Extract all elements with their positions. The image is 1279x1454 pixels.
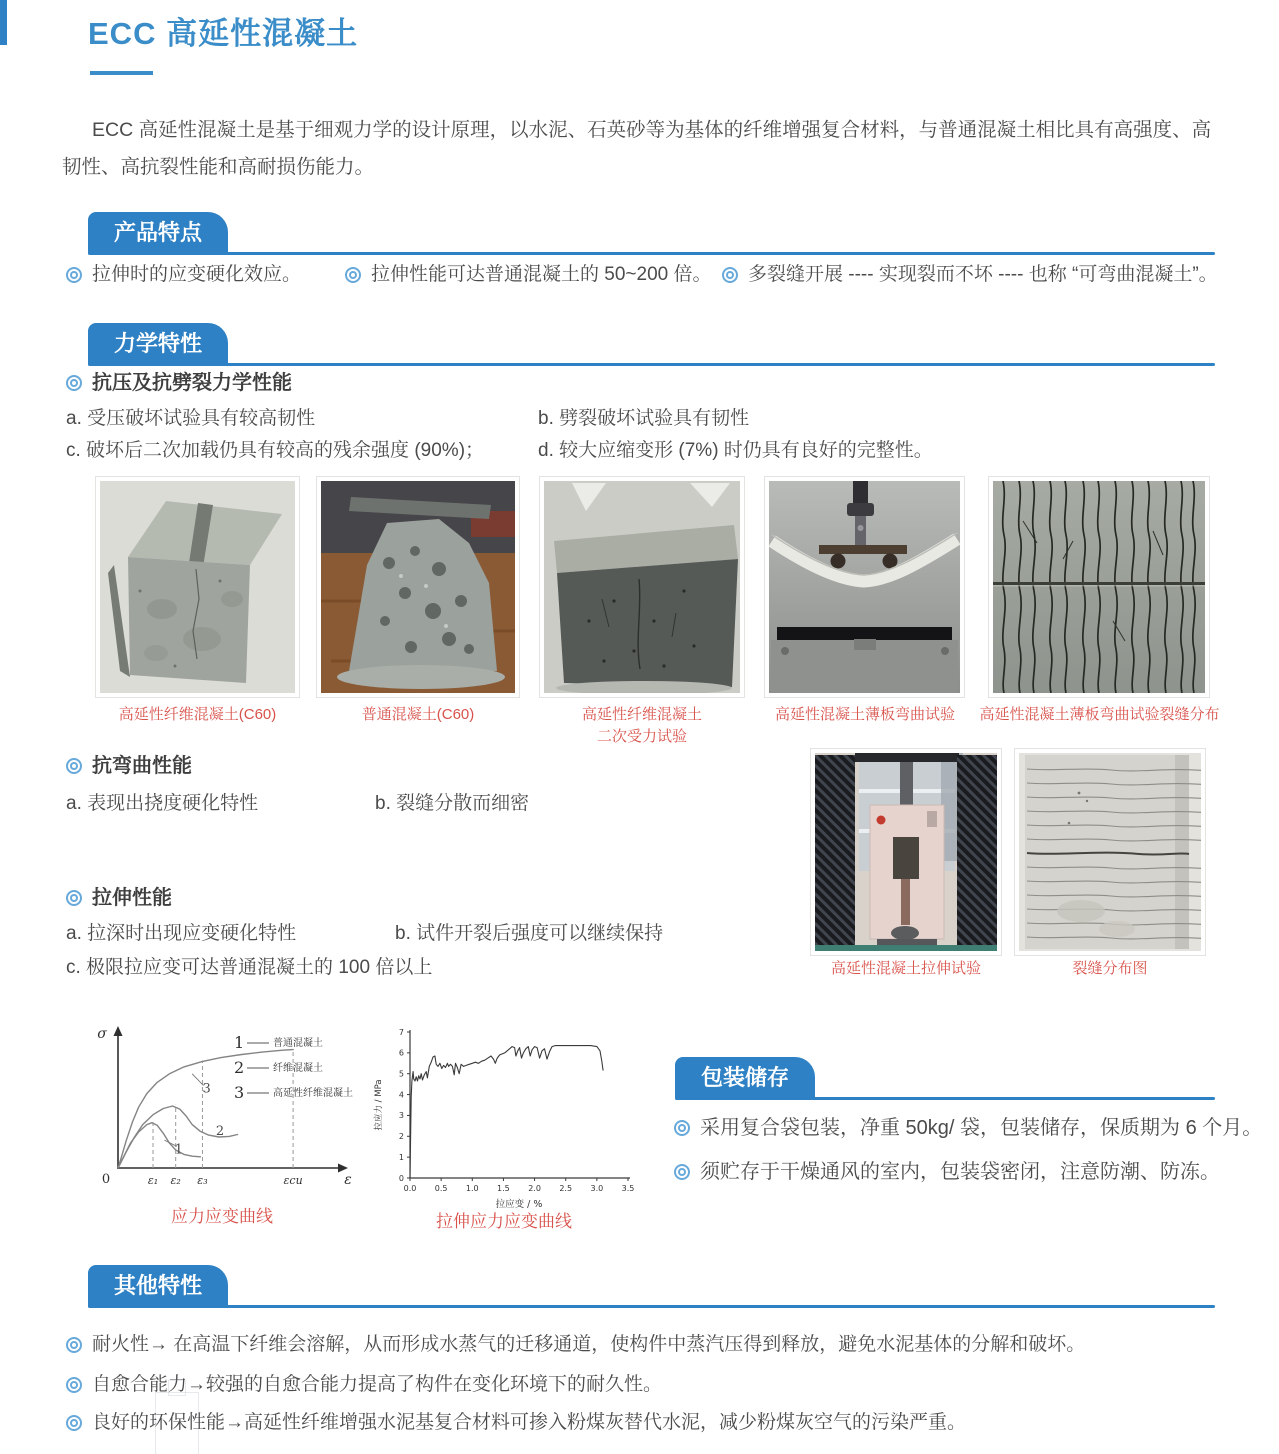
svg-text:ε₃: ε₃	[197, 1174, 208, 1187]
double-circle-bullet-icon	[66, 1337, 82, 1353]
double-circle-bullet-icon	[722, 267, 738, 283]
svg-text:ε₁: ε₁	[147, 1174, 159, 1187]
tension-item-a: a. 拉深时出现应变硬化特性	[66, 923, 297, 944]
double-circle-bullet-icon	[66, 890, 82, 906]
tensile-stress-strain-chart	[368, 1022, 640, 1212]
packaging-bullet-2	[674, 1158, 1220, 1186]
photo-ecc-fiber-concrete-cube	[95, 476, 300, 698]
stress-strain-chart-svg	[86, 1022, 358, 1204]
photo-caption: 高延性混凝土薄板弯曲试验裂缝分布	[979, 706, 1220, 723]
section-tab-packaging	[675, 1057, 815, 1098]
svg-text:4: 4	[398, 1090, 404, 1100]
svg-text:3: 3	[202, 1081, 211, 1097]
packaging-bullet-text: 须贮存于干燥通风的室内，包装袋密闭，注意防潮、防冻。	[700, 1161, 1220, 1183]
double-circle-bullet-icon	[674, 1120, 690, 1136]
photo-bending-crack-distribution	[988, 476, 1210, 698]
feature-bullet-text: 拉伸性能可达普通混凝土的 50~200 倍。	[371, 264, 712, 285]
double-circle-bullet-icon	[345, 267, 361, 283]
feature-bullet-text: 多裂缝开展 ---- 实现裂而不坏 ---- 也称 “可弯曲混凝土”。	[748, 264, 1218, 285]
svg-text:1: 1	[398, 1152, 404, 1162]
section-line	[88, 363, 1215, 366]
section-other	[88, 1264, 1215, 1308]
svg-text:2: 2	[215, 1123, 225, 1139]
photo-ecc-fiber-concrete-cube-illustration	[100, 481, 295, 693]
feature-bullet-3	[722, 261, 1218, 289]
double-circle-bullet-icon	[66, 758, 82, 774]
other-bullet-3	[66, 1409, 966, 1437]
svg-text:0.0: 0.0	[403, 1184, 417, 1193]
watermark-building-outline	[155, 1392, 199, 1454]
photo-caption: 高延性混凝土薄板弯曲试验	[774, 706, 955, 723]
photo-tensile-test-machine-illustration	[815, 753, 997, 951]
title-underline	[90, 71, 153, 75]
svg-text:纤维混凝土: 纤维混凝土	[273, 1063, 323, 1074]
photo-caption: 高延性纤维混凝土(C60)	[118, 706, 277, 723]
section-line	[88, 1305, 1215, 1308]
compression-item-a: a. 受压破坏试验具有较高韧性	[66, 408, 316, 429]
compression-item-d: d. 较大应缩变形 (7%) 时仍具有良好的完整性。	[538, 440, 933, 461]
svg-text:0: 0	[398, 1173, 404, 1183]
section-tab-label: 包装储存	[701, 1065, 790, 1090]
svg-text:1: 1	[174, 1142, 183, 1158]
svg-text:高延性纤维混凝土: 高延性纤维混凝土	[273, 1088, 353, 1099]
photo-tensile-crack-distribution-illustration	[1019, 753, 1201, 951]
photo-thin-plate-bending-test	[764, 476, 965, 698]
photo-ordinary-concrete-cube-illustration	[321, 481, 515, 693]
svg-text:1: 1	[234, 1033, 245, 1052]
photo-ecc-secondary-load-cube	[539, 476, 745, 698]
subsection-tension-title	[66, 884, 172, 912]
photo-caption	[539, 704, 745, 748]
section-features	[88, 211, 1215, 255]
svg-text:ε₂: ε₂	[170, 1174, 181, 1187]
section-tab-label: 产品特点	[114, 220, 203, 245]
compression-item-c: c. 破坏后二次加载仍具有较高的残余强度 (90%)；	[66, 440, 485, 461]
other-bullet-text: 自愈合能力→较强的自愈合能力提高了构件在变化环境下的耐久性。	[92, 1374, 663, 1395]
svg-text:3: 3	[234, 1083, 245, 1102]
section-tab-label: 力学特性	[114, 331, 203, 356]
svg-text:拉应变 / %: 拉应变 / %	[495, 1199, 543, 1210]
bending-item-a: a. 表现出挠度硬化特性	[66, 793, 259, 814]
section-tab-other	[88, 1265, 228, 1306]
subsection-title-text: 抗弯曲性能	[92, 755, 192, 777]
compression-item-b: b. 劈裂破坏试验具有韧性	[538, 408, 750, 429]
double-circle-bullet-icon	[66, 267, 82, 283]
svg-text:3.0: 3.0	[590, 1184, 604, 1193]
svg-text:5: 5	[398, 1069, 404, 1079]
double-circle-bullet-icon	[66, 375, 82, 391]
photo-caption-line1: 高延性纤维混凝土	[581, 706, 702, 723]
svg-text:1.5: 1.5	[497, 1184, 510, 1193]
svg-text:0.5: 0.5	[434, 1184, 448, 1193]
svg-text:ε: ε	[344, 1172, 352, 1188]
double-circle-bullet-icon	[66, 1415, 82, 1431]
watermark-building-top-outline	[168, 1380, 186, 1396]
photo-thin-plate-bending-test-illustration	[769, 481, 960, 693]
tension-item-c: c. 极限拉应变可达普通混凝土的 100 倍以上	[66, 957, 433, 978]
svg-text:2: 2	[234, 1058, 245, 1077]
double-circle-bullet-icon	[674, 1164, 690, 1180]
svg-text:εcu: εcu	[283, 1174, 303, 1187]
chart-caption: 拉伸应力应变曲线	[436, 1212, 572, 1231]
svg-text:1.0: 1.0	[465, 1184, 479, 1193]
feature-bullet-2	[345, 261, 712, 289]
section-line	[88, 252, 1215, 255]
section-packaging	[675, 1056, 1215, 1100]
subsection-title-text: 拉伸性能	[92, 887, 172, 909]
packaging-bullet-text: 采用复合袋包装，净重 50kg/ 袋，包装储存，保质期为 6 个月。	[700, 1117, 1263, 1139]
subsection-title-text: 抗压及抗劈裂力学性能	[92, 372, 292, 394]
section-tab-label: 其他特性	[114, 1273, 203, 1298]
photo-tensile-crack-distribution	[1014, 748, 1206, 956]
feature-bullet-text: 拉伸时的应变硬化效应。	[92, 264, 302, 285]
svg-text:6: 6	[398, 1048, 404, 1058]
svg-text:2: 2	[398, 1132, 404, 1142]
feature-bullet-1	[66, 261, 301, 289]
svg-text:普通混凝土: 普通混凝土	[273, 1038, 323, 1049]
stress-strain-chart	[86, 1022, 358, 1204]
other-bullet-1	[66, 1331, 1085, 1359]
photo-ordinary-concrete-cube	[316, 476, 520, 698]
svg-text:3.5: 3.5	[621, 1184, 635, 1193]
photo-bending-crack-distribution-illustration	[993, 481, 1205, 693]
svg-text:0: 0	[101, 1172, 111, 1187]
intro-paragraph: ECC 高延性混凝土是基于细观力学的设计原理，以水泥、石英砂等为基体的纤维增强复合材料，与普通混凝土相比具有高强度、高韧性、高抗裂性能和高耐损伤能力。	[62, 119, 1212, 178]
subsection-bending-title	[66, 752, 192, 780]
packaging-bullet-1	[674, 1114, 1262, 1142]
section-tab-features	[88, 212, 228, 253]
svg-text:2.5: 2.5	[559, 1184, 573, 1193]
photo-caption-line2: 二次受力试验	[596, 728, 687, 745]
svg-text:拉应力 / MPa: 拉应力 / MPa	[374, 1079, 384, 1131]
svg-text:3: 3	[398, 1111, 404, 1121]
other-bullet-text: 耐火性→ 在高温下纤维会溶解，从而形成水蒸气的迁移通道，使构件中蒸汽压得到释放，避免水泥基体的分解和破坏。	[92, 1334, 1086, 1355]
tension-item-b: b. 试件开裂后强度可以继续保持	[395, 923, 664, 944]
svg-text:7: 7	[398, 1027, 404, 1037]
section-mechanical	[88, 322, 1215, 366]
photo-ecc-secondary-load-cube-illustration	[544, 481, 740, 693]
other-bullet-text: 良好的环保性能→高延性纤维增强水泥基复合材料可掺入粉煤灰替代水泥，减少粉煤灰空气的污染严重。	[92, 1412, 967, 1433]
svg-text:σ: σ	[97, 1026, 107, 1042]
svg-text:2.0: 2.0	[528, 1184, 541, 1193]
page-title: ECC 高延性混凝土	[88, 16, 359, 51]
photo-tensile-test-machine	[810, 748, 1002, 956]
section-tab-mechanical	[88, 323, 228, 364]
corner-accent-bar	[0, 0, 7, 45]
subsection-compression-title	[66, 369, 292, 397]
photo-caption: 高延性混凝土拉伸试验	[830, 960, 981, 977]
tensile-chart-svg	[368, 1022, 640, 1212]
photo-caption: 裂缝分布图	[1072, 960, 1148, 977]
bending-item-b: b. 裂缝分散而细密	[375, 793, 530, 814]
photo-caption: 普通混凝土(C60)	[361, 706, 475, 723]
double-circle-bullet-icon	[66, 1377, 82, 1393]
chart-caption: 应力应变曲线	[171, 1207, 273, 1226]
